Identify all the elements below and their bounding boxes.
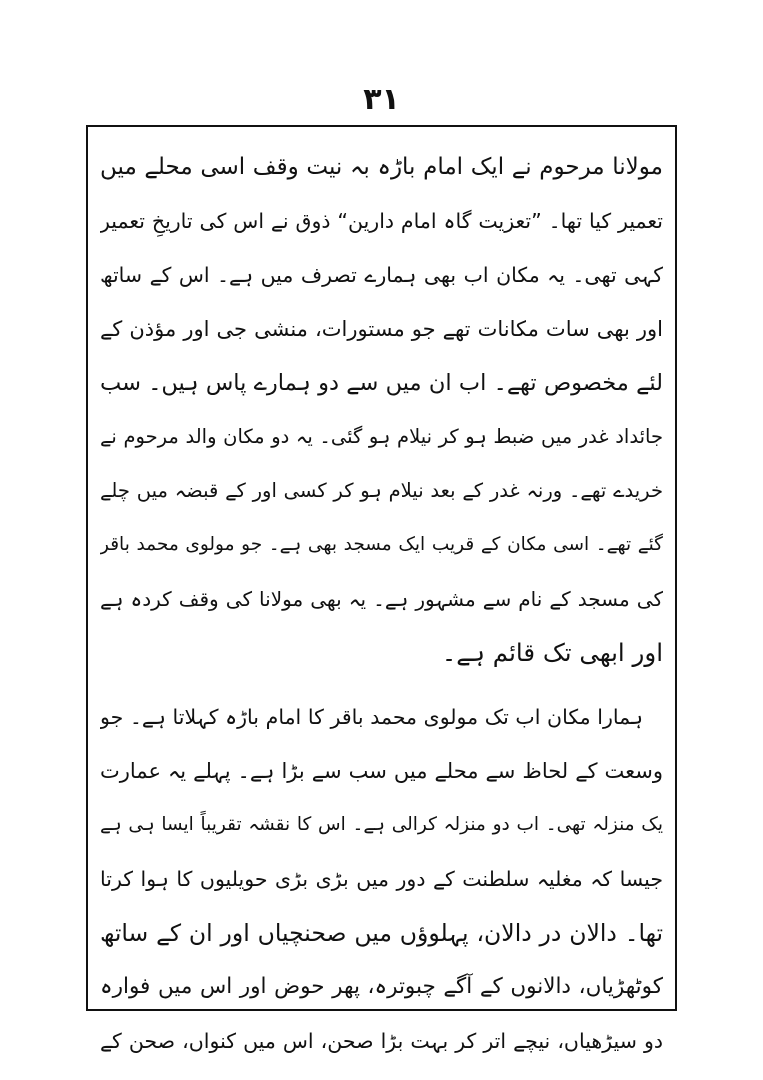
text-line: کی مسجد کے نام سے مشہور ہے۔ یہ بھی مولانا کی وقف کردہ ہے [100,587,663,611]
text-line: اور ابھی تک قائم ہے۔ [441,638,663,667]
text-line: دو سیڑھیاں، نیچے اتر کر بہت بڑا صحن، اس میں کنواں، صحن کے [100,1029,663,1053]
text-line: کوٹھڑیاں، دالانوں کے آگے چبوترہ، پھر حوض اور اس میں فوارہ [100,974,663,999]
text-body [100,140,663,1068]
text-line: تعمیر کیا تھا۔ ”تعزیت گاہ امام دارین“ ذوق نے اس کی تاریخِ تعمیر [100,209,663,233]
text-line: تھا۔ دالان در دالان، پہلوؤں میں صحنچیاں اور ان کے ساتھ [100,919,663,947]
page-number: ۳۱ [363,82,400,117]
text-line: کہی تھی۔ یہ مکان اب بھی ہمارے تصرف میں ہے۔ اس کے ساتھ [100,263,663,287]
paragraph-gap [100,680,663,690]
text-line: جائداد غدر میں ضبط ہو کر نیلام ہو گئی۔ یہ دو مکان والد مرحوم نے [100,425,663,448]
text-line: خریدے تھے۔ ورنہ غدر کے بعد نیلام ہو کر کسی اور کے قبضہ میں چلے [100,479,663,502]
text-line: گئے تھے۔ اسی مکان کے قریب ایک مسجد بھی ہے۔ جو مولوی محمد باقر [100,534,663,555]
text-line: مولانا مرحوم نے ایک امام باڑہ بہ نیت وقف اسی محلے میں [100,154,663,180]
text-line: یک منزلہ تھی۔ اب دو منزلہ کرالی ہے۔ اس کا نقشہ تقریباً ایسا ہی ہے [100,814,663,835]
text-line: اور بھی سات مکانات تھے جو مستورات، منشی جی اور مؤذن کے [100,317,663,341]
text-line: وسعت کے لحاظ سے محلے میں سب سے بڑا ہے۔ پہلے یہ عمارت [100,759,663,783]
text-line: ہمارا مکان اب تک مولوی محمد باقر کا امام باڑہ کہلاتا ہے۔ جو [100,705,643,729]
paragraph [100,140,663,680]
paragraph [100,690,663,1068]
text-line: جیسا کہ مغلیہ سلطنت کے دور میں بڑی بڑی حویلیوں کا ہوا کرتا [100,867,663,891]
text-line: لئے مخصوص تھے۔ اب ان میں سے دو ہمارے پاس ہیں۔ سب [100,370,663,396]
